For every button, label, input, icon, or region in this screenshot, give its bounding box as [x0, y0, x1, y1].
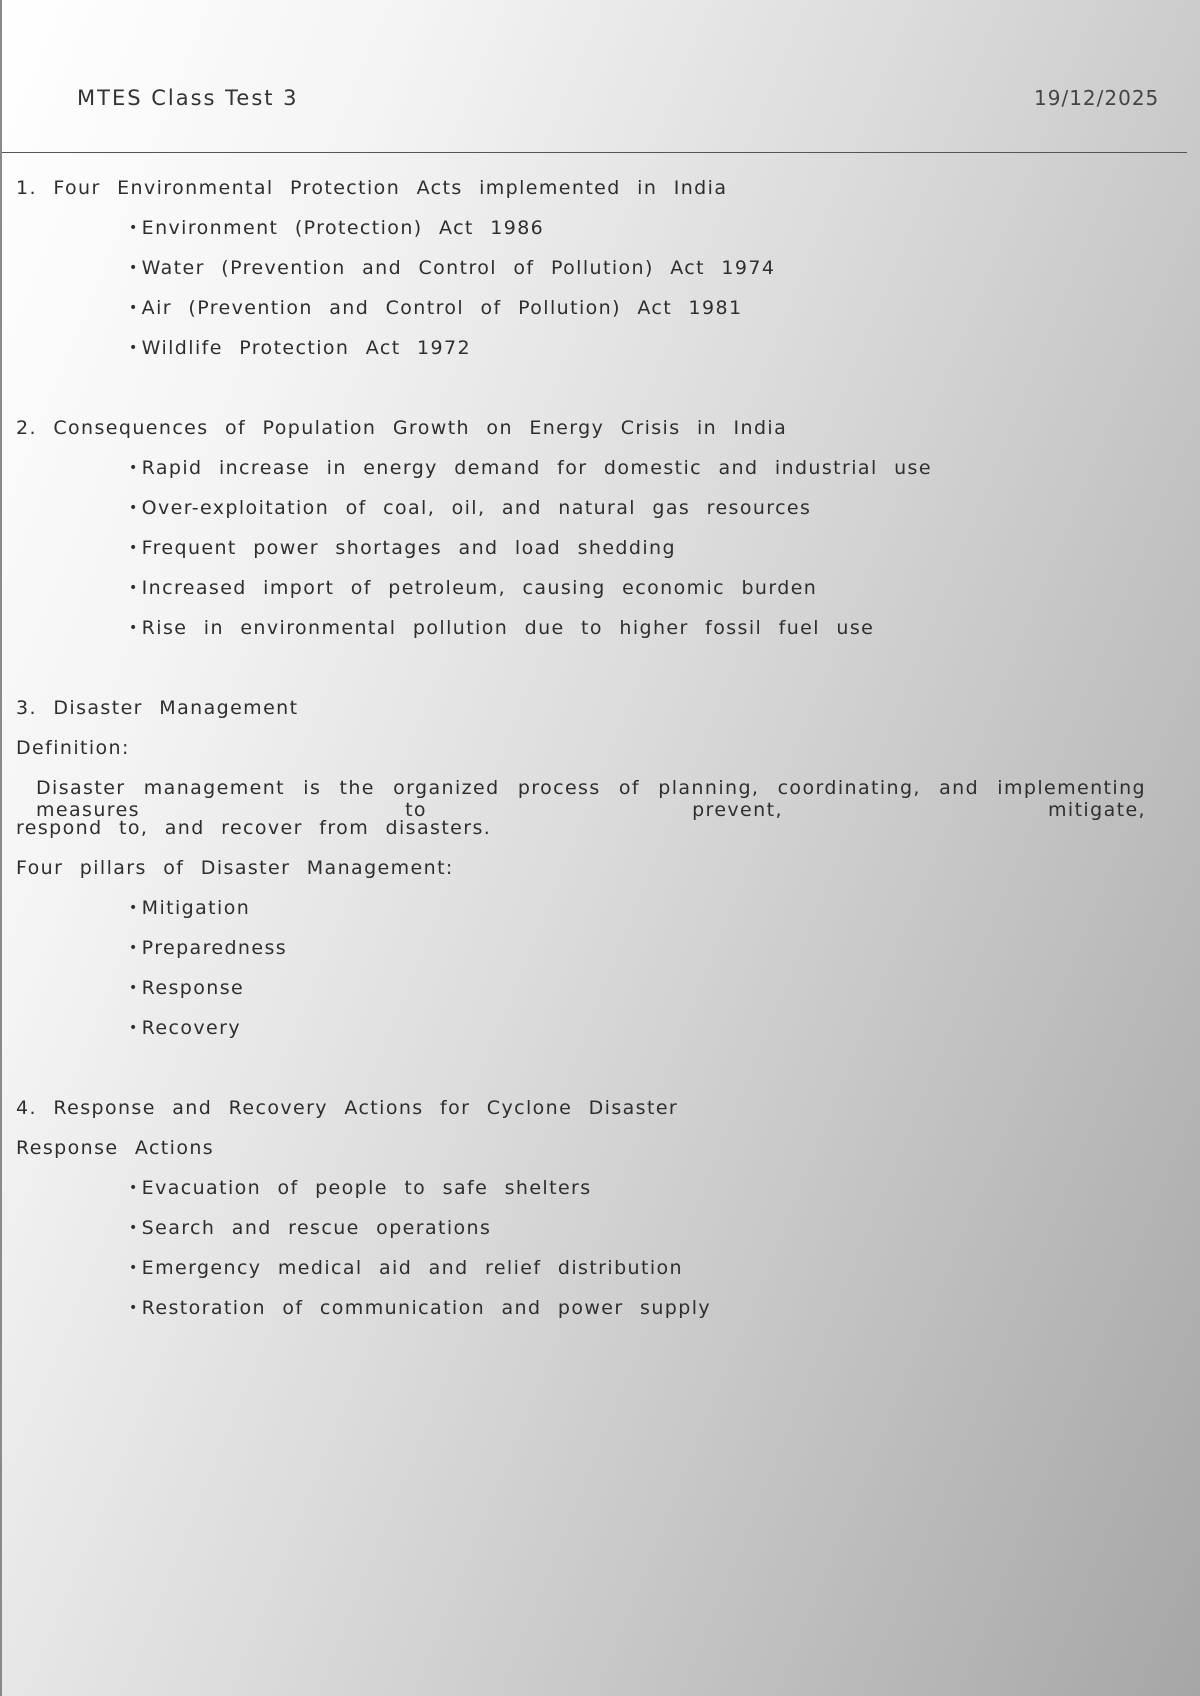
q4-bullet-3: • Emergency medical aid and relief distribution — [129, 1257, 683, 1279]
q2-bullet-4: • Increased import of petroleum, causing economic burden — [129, 577, 817, 599]
q1-heading: 1. Four Environmental Protection Acts implemented in India — [16, 177, 728, 199]
q1-bullet-1: • Environment (Protection) Act 1986 — [129, 217, 544, 239]
page-header — [2, 0, 1187, 153]
q4-bullet-2: • Search and rescue operations — [129, 1217, 491, 1239]
q1-bullet-4: • Wildlife Protection Act 1972 — [129, 337, 471, 359]
q4-bullet-4: • Restoration of communication and power supply — [129, 1297, 711, 1319]
page-title: MTES Class Test 3 — [77, 86, 299, 110]
q3-pillar-4: • Recovery — [129, 1017, 241, 1039]
q4-bullet-1: • Evacuation of people to safe shelters — [129, 1177, 592, 1199]
q4-sub-label: Response Actions — [16, 1137, 215, 1159]
q1-bullet-2: • Water (Prevention and Control of Pollution) Act 1974 — [129, 257, 775, 279]
q1-bullet-3: • Air (Prevention and Control of Pollution) Act 1981 — [129, 297, 743, 319]
q2-bullet-1: • Rapid increase in energy demand for domestic and industrial use — [129, 457, 932, 479]
q2-bullet-3: • Frequent power shortages and load shedding — [129, 537, 676, 559]
q3-pillars-label: Four pillars of Disaster Management: — [16, 857, 454, 879]
q2-heading: 2. Consequences of Population Growth on Energy Crisis in India — [16, 417, 788, 439]
q4-heading: 4. Response and Recovery Actions for Cyclone Disaster — [16, 1097, 679, 1119]
q3-definition-label: Definition: — [16, 737, 130, 759]
q3-pillar-2: • Preparedness — [129, 937, 287, 959]
q2-bullet-2: • Over-exploitation of coal, oil, and natural gas resources — [129, 497, 811, 519]
q3-definition-line-2: respond to, and recover from disasters. — [16, 817, 492, 839]
page-date: 19/12/2025 — [1034, 86, 1160, 110]
q3-heading: 3. Disaster Management — [16, 697, 299, 719]
q3-pillar-3: • Response — [129, 977, 244, 999]
q2-bullet-5: • Rise in environmental pollution due to higher fossil fuel use — [129, 617, 874, 639]
q3-pillar-1: • Mitigation — [129, 897, 250, 919]
q3-definition-line-1: Disaster management is the organized process of planning, coordinating, and implementing measures to prevent, mitigate, — [36, 777, 1146, 821]
